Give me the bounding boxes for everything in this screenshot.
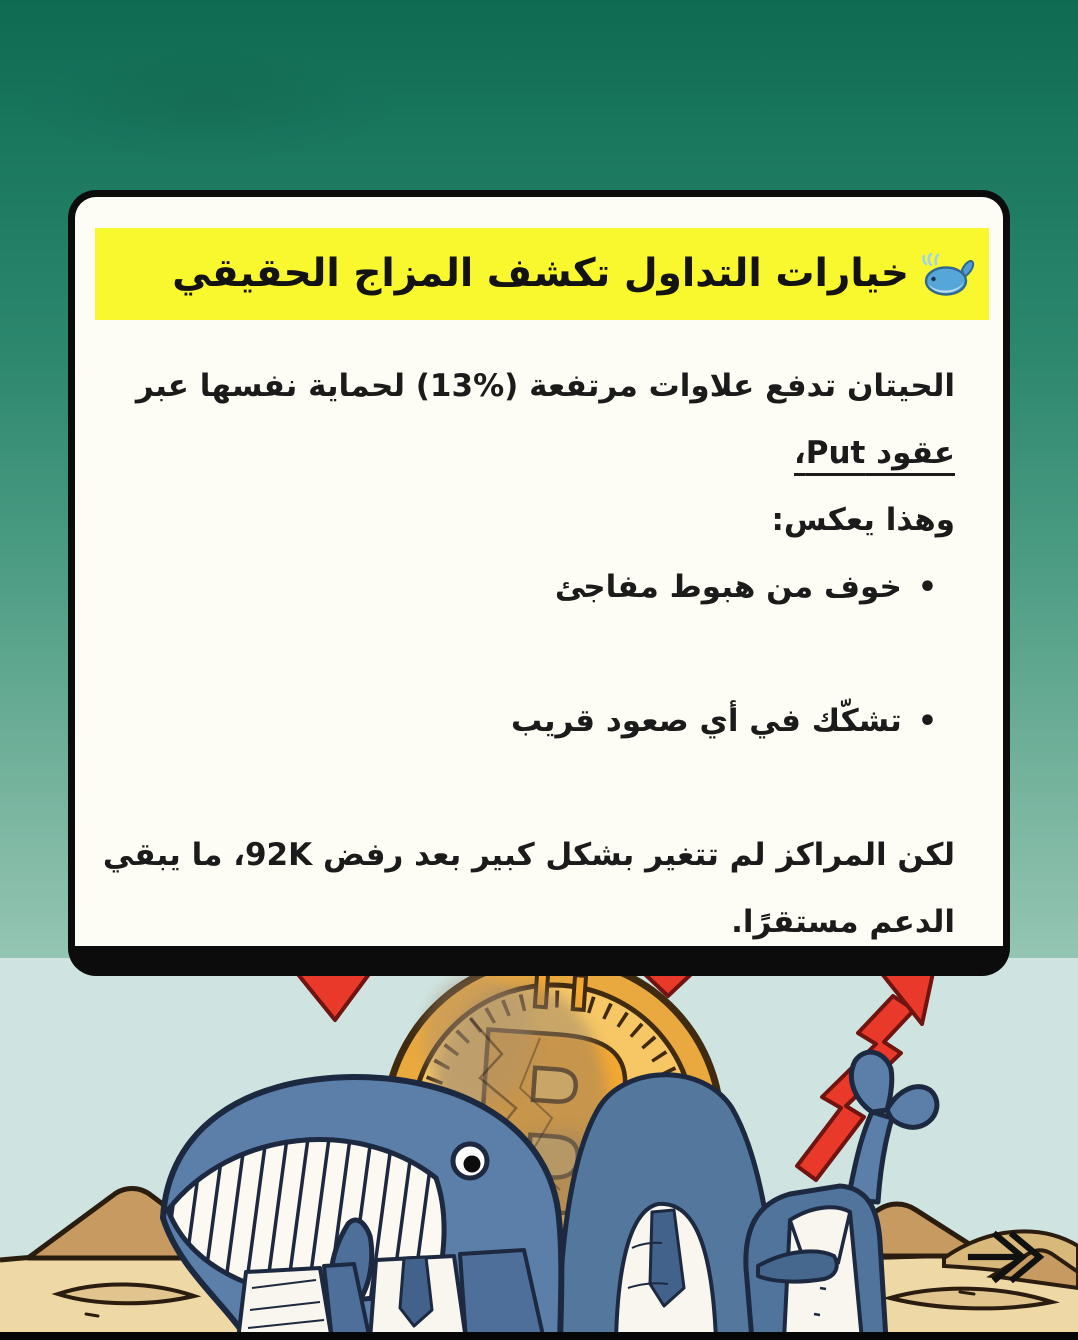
bottom-black-strip	[0, 1332, 1078, 1340]
content-card	[68, 190, 1010, 976]
bullet-text: خوف من هبوط مفاجئ	[554, 569, 902, 605]
whale-emoji-icon	[921, 251, 975, 297]
paragraph1-line2-underlined: عقود Put،	[793, 435, 955, 471]
title-highlight	[95, 228, 989, 320]
bullet-dot: •	[917, 704, 937, 739]
paragraph1-line1: الحيتان تدفع علاوات مرتفعة (%13) لحماية نفسها عبر	[135, 368, 955, 404]
whales-bitcoin-illustration	[0, 958, 1078, 1340]
next-arrow-icon[interactable]	[966, 1228, 1050, 1286]
paragraph2-line2: الدعم مستقرًا.	[731, 904, 955, 940]
bullet-item-1	[115, 554, 955, 621]
card-body	[75, 353, 1003, 956]
page-title: خيارات التداول تكشف المزاج الحقيقي	[172, 250, 909, 296]
bullet-text: تشكّك في أي صعود قريب	[511, 703, 902, 739]
watermark-blob	[18, 42, 398, 162]
bullet-item-2	[115, 688, 955, 755]
intro-line: وهذا يعكس:	[771, 502, 955, 538]
paragraph2-line1: لكن المراكز لم تتغير بشكل كبير بعد رفض 92K، ما يبقي	[102, 837, 955, 873]
bullet-dot: •	[917, 570, 937, 605]
